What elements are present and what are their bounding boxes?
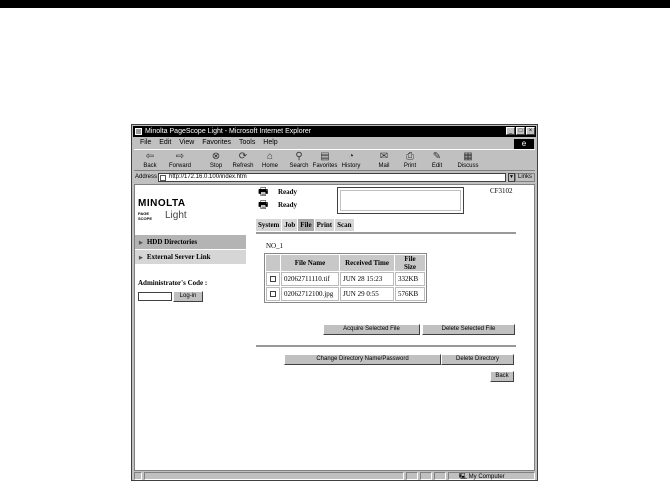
tab-job[interactable]: Job: [284, 221, 296, 229]
received-time-cell: JUN 29 0:55: [340, 287, 394, 301]
directory-name: NO_1: [266, 242, 284, 250]
search-button[interactable]: ⚲ Search: [285, 151, 313, 171]
home-button[interactable]: ⌂ Home: [256, 151, 284, 171]
sidebar: [135, 235, 246, 265]
forward-button[interactable]: ⇨ Forward: [166, 151, 194, 171]
column-header-file-size: File Size: [395, 255, 425, 271]
address-input[interactable]: http://172.16.0.100/index.htm: [158, 173, 506, 182]
menu-favorites[interactable]: Favorites: [202, 139, 232, 146]
refresh-button[interactable]: ⟳ Refresh: [229, 151, 257, 171]
history-icon: ◔: [347, 151, 355, 162]
file-table: [264, 253, 427, 303]
table-row: [266, 272, 425, 286]
delete-selected-file-button[interactable]: Delete Selected File: [422, 324, 515, 335]
file-name-cell: 02062712100.jpg: [281, 287, 339, 301]
discuss-icon: ▦: [463, 151, 473, 162]
ie-logo-icon: e: [514, 139, 534, 149]
computer-icon: 🖳: [459, 474, 469, 480]
page-icon: [160, 175, 166, 181]
menu-help[interactable]: Help: [263, 139, 278, 146]
triangle-right-icon: ▶: [139, 241, 143, 246]
edit-button[interactable]: ✎ Edit: [423, 151, 451, 171]
back-arrow-icon: ⇦: [145, 151, 155, 162]
status-page-icon: [134, 472, 142, 480]
menu-view[interactable]: View: [179, 139, 195, 146]
file-checkbox[interactable]: [270, 276, 276, 282]
ie-app-icon: [135, 128, 142, 135]
column-header-received-time: Received Time: [340, 255, 394, 271]
tab-bar: [256, 219, 355, 231]
scanner-icon: 🖶: [258, 199, 269, 211]
mail-icon: ✉: [379, 151, 389, 162]
page-top-rule: [0, 0, 670, 8]
tab-print[interactable]: Print: [316, 221, 333, 229]
sidebar-item-hdd-directories[interactable]: ▶ HDD Directories: [135, 235, 246, 249]
menu-edit[interactable]: Edit: [159, 139, 172, 146]
acquire-selected-file-button[interactable]: Acquire Selected File: [323, 324, 420, 335]
status-message-cell: [144, 472, 404, 480]
printer-icon: 🖶: [258, 186, 269, 198]
title-bar: [133, 126, 536, 137]
row-select-cell: [266, 272, 280, 286]
home-icon: ⌂: [266, 151, 274, 162]
change-directory-button[interactable]: Change Directory Name/Password: [284, 354, 441, 365]
print-icon: ⎙: [406, 151, 414, 162]
menu-file[interactable]: File: [140, 139, 152, 146]
model-name: CF3102: [490, 187, 513, 195]
history-button[interactable]: ◔ History: [337, 151, 365, 171]
file-size-cell: 576KB: [395, 287, 425, 301]
light-logo-text: Light: [165, 210, 187, 221]
close-button[interactable]: ×: [526, 127, 535, 135]
minimize-button[interactable]: _: [506, 127, 515, 135]
status-cell: [406, 472, 418, 480]
status-cell: [420, 472, 432, 480]
column-header-file-name: File Name: [281, 255, 339, 271]
toolbar: [134, 149, 535, 171]
back-button[interactable]: ⇦ Back: [136, 151, 164, 171]
table-row: [266, 287, 425, 301]
address-label: Address: [135, 174, 158, 180]
status-cell: [434, 472, 446, 480]
tab-scan[interactable]: Scan: [337, 221, 352, 229]
menu-bar: [134, 138, 535, 148]
received-time-cell: JUN 28 15:23: [340, 272, 394, 286]
forward-arrow-icon: ⇨: [175, 151, 185, 162]
mail-button[interactable]: ✉ Mail: [370, 151, 398, 171]
stop-icon: ⊗: [211, 151, 221, 162]
edit-icon: ✎: [432, 151, 442, 162]
browser-window: [131, 124, 538, 481]
row-select-cell: [266, 287, 280, 301]
file-checkbox[interactable]: [270, 291, 276, 297]
printer-status: Ready: [278, 188, 298, 196]
back-page-button[interactable]: Back: [490, 371, 514, 382]
status-bar: [134, 472, 535, 480]
maximize-button[interactable]: □: [516, 127, 525, 135]
select-column-header: [266, 255, 280, 271]
print-button[interactable]: ⎙ Print: [396, 151, 424, 171]
admin-code-input[interactable]: [138, 292, 172, 301]
favorites-icon: ▤: [320, 151, 330, 162]
status-zone: 🖳 My Computer: [448, 472, 535, 480]
address-dropdown-button[interactable]: ▼: [509, 174, 514, 180]
file-size-cell: 332KB: [395, 272, 425, 286]
message-box: [337, 187, 464, 214]
window-title: Minolta PageScope Light - Microsoft Internet Explorer: [145, 128, 312, 135]
menu-tools[interactable]: Tools: [239, 139, 256, 146]
scanner-status: Ready: [278, 201, 298, 209]
links-button[interactable]: Links: [515, 173, 535, 182]
sidebar-item-external-server-link[interactable]: ▶ External Server Link: [135, 250, 246, 264]
minolta-logo: MINOLTA: [138, 198, 186, 209]
pagescope-logo: PAGE SCOPE: [138, 211, 153, 221]
section-divider: [256, 345, 516, 347]
file-name-cell: 02062711110.tif: [281, 272, 339, 286]
search-icon: ⚲: [295, 151, 303, 162]
login-button[interactable]: Log-in: [173, 291, 203, 302]
discuss-button[interactable]: ▦ Discuss: [454, 151, 482, 171]
favorites-button[interactable]: ▤ Favorites: [312, 151, 338, 169]
page-content: [134, 184, 535, 471]
stop-button[interactable]: ⊗ Stop: [202, 151, 230, 171]
tab-divider: [256, 232, 516, 234]
delete-directory-button[interactable]: Delete Directory: [441, 354, 514, 365]
refresh-icon: ⟳: [238, 151, 248, 162]
tab-system[interactable]: System: [258, 221, 280, 229]
admin-code-label: Administrator's Code :: [138, 279, 208, 287]
table-header-row: [266, 255, 425, 271]
triangle-right-icon: ▶: [139, 256, 143, 261]
tab-file[interactable]: File: [300, 221, 312, 229]
address-bar: [134, 172, 535, 183]
